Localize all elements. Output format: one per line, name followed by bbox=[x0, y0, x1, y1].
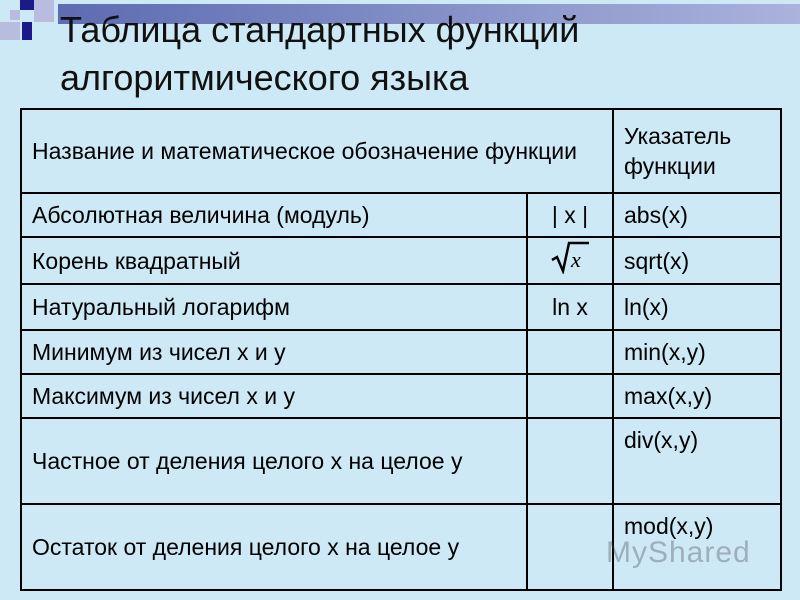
function-symbol-cell bbox=[527, 330, 613, 374]
function-symbol-cell bbox=[527, 504, 613, 590]
function-name-cell: Максимум из чисел x и y bbox=[21, 374, 527, 418]
table-row bbox=[21, 193, 781, 237]
table-header-row bbox=[21, 109, 781, 193]
function-name-cell: Остаток от деления целого x на целое y bbox=[21, 504, 527, 590]
decor-square bbox=[34, 0, 54, 22]
function-name-cell: Натуральный логарифм bbox=[21, 284, 527, 330]
table-row bbox=[21, 418, 781, 504]
table-row bbox=[21, 237, 781, 284]
function-name-cell: Частное от деления целого x на целое y bbox=[21, 418, 527, 504]
function-symbol-cell bbox=[527, 374, 613, 418]
decor-square bbox=[20, 0, 34, 10]
function-name-cell: Абсолютная величина (модуль) bbox=[21, 193, 527, 237]
function-symbol-cell bbox=[527, 418, 613, 504]
watermark: MyShared bbox=[606, 536, 751, 569]
function-pointer-cell: div(x,y) bbox=[613, 418, 781, 504]
function-pointer-cell: max(x,y) bbox=[613, 374, 781, 418]
decor-square bbox=[0, 22, 20, 40]
table-row bbox=[21, 330, 781, 374]
function-name-cell: Минимум из чисел x и y bbox=[21, 330, 527, 374]
header-cell-name: Название и математическое обозначение функции bbox=[21, 109, 613, 193]
table-row bbox=[21, 284, 781, 330]
function-pointer-cell: sqrt(x) bbox=[613, 237, 781, 284]
header-cell-pointer: Указатель функции bbox=[613, 109, 781, 193]
functions-table bbox=[20, 108, 782, 591]
function-pointer-cell: ln(x) bbox=[613, 284, 781, 330]
function-pointer-cell: abs(x) bbox=[613, 193, 781, 237]
function-symbol-cell bbox=[527, 237, 613, 284]
function-name-cell: Корень квадратный bbox=[21, 237, 527, 284]
slide-title: Таблица стандартных функций алгоритмического языка bbox=[60, 9, 580, 98]
function-pointer-cell: mod(x,y) bbox=[613, 504, 781, 590]
decor-square bbox=[22, 22, 32, 40]
decor-square bbox=[10, 10, 20, 20]
svg-text:x: x bbox=[571, 247, 581, 272]
function-symbol-cell: ln x bbox=[527, 284, 613, 330]
function-symbol-cell: | x | bbox=[527, 193, 613, 237]
function-pointer-cell: min(x,y) bbox=[613, 330, 781, 374]
sqrt-x-icon bbox=[550, 240, 590, 274]
table-row bbox=[21, 374, 781, 418]
